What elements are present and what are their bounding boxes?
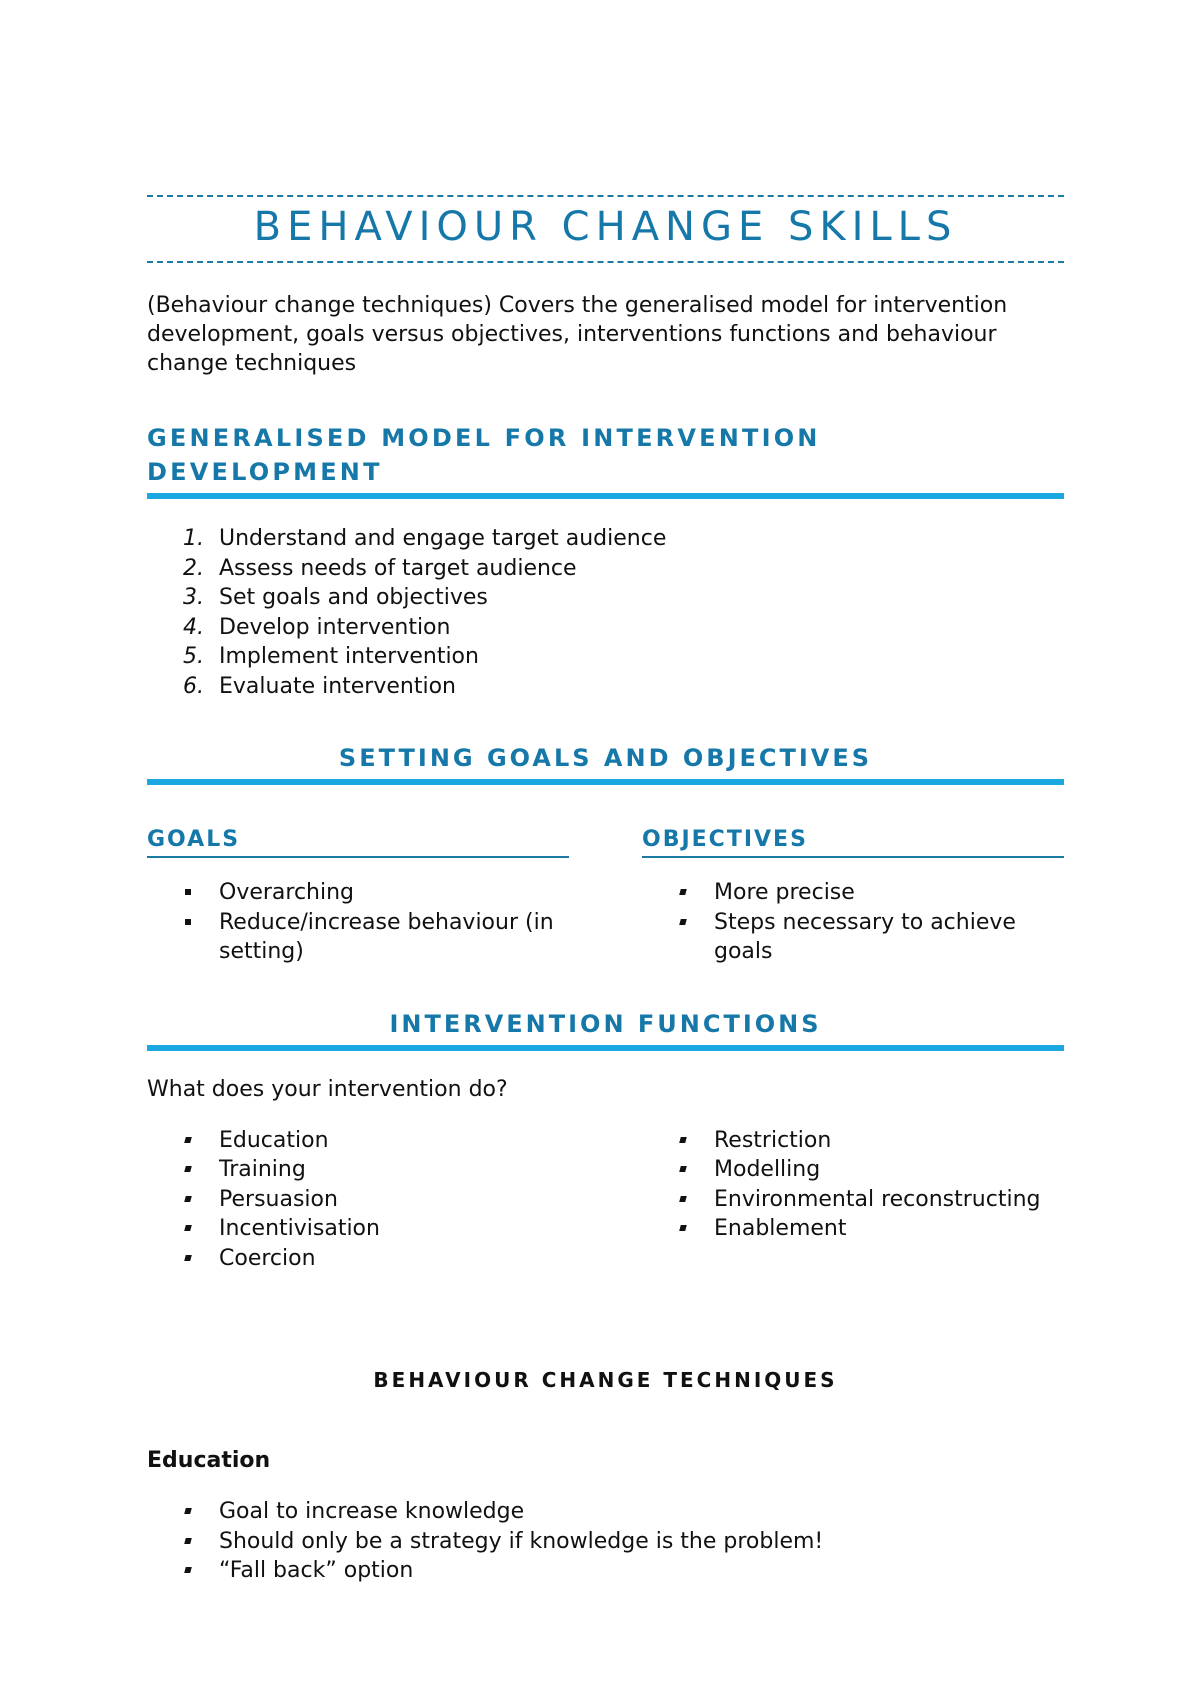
square-bullet-icon [678, 878, 714, 908]
list-item [678, 1185, 1064, 1215]
list-item [183, 1497, 1064, 1527]
square-bullet-icon [183, 1155, 219, 1185]
list-text: Coercion [219, 1245, 316, 1271]
section-intervention-functions [147, 1007, 1064, 1274]
square-bullet-icon [183, 1527, 219, 1557]
list-item [183, 1185, 569, 1215]
objectives-column [642, 826, 1064, 967]
title-block [147, 195, 1064, 263]
intro-paragraph: (Behaviour change techniques) Covers the generalised model for intervention development, goals versus objectives, interventions functions and behaviour change techniques [147, 293, 1008, 376]
objectives-heading: OBJECTIVES [642, 826, 1064, 858]
list-text: Persuasion [219, 1186, 338, 1212]
goals-list [147, 878, 569, 967]
square-bullet-icon [678, 1214, 714, 1244]
square-bullet-icon [183, 1214, 219, 1244]
list-text: Should only be a strategy if knowledge is the problem! [219, 1528, 824, 1554]
list-text: “Fall back” option [219, 1558, 414, 1583]
list-item [678, 908, 1064, 967]
list-text: Evaluate intervention [219, 673, 456, 699]
list-item [183, 1214, 569, 1244]
list-number: 3. [183, 585, 204, 610]
functions-right-list [642, 1126, 1064, 1244]
square-bullet-icon [183, 1497, 219, 1527]
education-list [147, 1497, 1064, 1586]
square-bullet-icon [678, 1126, 714, 1156]
square-bullet-icon [183, 1126, 219, 1156]
list-text: Education [219, 1127, 329, 1153]
list-text: Set goals and objectives [219, 585, 488, 610]
list-item [678, 1155, 1064, 1185]
square-bullet-icon [183, 1244, 219, 1274]
square-bullet-icon [678, 908, 714, 967]
list-number: 5. [183, 644, 204, 669]
square-bullet-icon [183, 1185, 219, 1215]
goals-heading: GOALS [147, 826, 569, 858]
list-text: Goal to increase knowledge [219, 1499, 525, 1524]
list-number: 1. [183, 526, 204, 551]
list-item [183, 1244, 569, 1274]
list-number: 2. [183, 555, 204, 581]
list-number: 4. [183, 614, 204, 640]
list-text: Restriction [714, 1127, 832, 1153]
list-text: Training [219, 1157, 306, 1182]
goals-column [147, 826, 569, 967]
list-item [183, 554, 1064, 584]
list-text: Steps necessary to achieve goals [714, 909, 1016, 964]
list-item [183, 613, 1064, 643]
list-number: 6. [183, 673, 204, 699]
list-text: Incentivisation [219, 1216, 380, 1241]
list-text: Develop intervention [219, 614, 451, 640]
page-title: BEHAVIOUR CHANGE SKILLS [253, 204, 958, 250]
section-goals-objectives [147, 741, 1064, 967]
list-item [183, 908, 569, 967]
list-item [183, 583, 1064, 613]
list-item [183, 1126, 569, 1156]
goals-objectives-columns [147, 826, 1064, 967]
techniques-heading: BEHAVIOUR CHANGE TECHNIQUES [373, 1368, 838, 1392]
list-text: Reduce/increase behaviour (in setting) [219, 909, 554, 964]
section-heading: GENERALISED MODEL FOR INTERVENTION DEVELOPMENT [147, 421, 1064, 499]
list-text: Environmental reconstructing [714, 1186, 1041, 1212]
functions-left-list [147, 1126, 569, 1274]
list-item [183, 642, 1064, 672]
list-text: Assess needs of target audience [219, 555, 577, 581]
square-bullet-icon [183, 878, 219, 908]
document-content [147, 195, 1064, 1586]
section-generalised-model [147, 421, 1064, 701]
functions-question: What does your intervention do? [147, 1076, 508, 1102]
list-item [183, 878, 569, 908]
model-steps-list [147, 524, 1064, 701]
list-item [678, 1214, 1064, 1244]
square-bullet-icon [678, 1185, 714, 1215]
list-text: Enablement [714, 1216, 847, 1241]
list-text: Modelling [714, 1157, 821, 1182]
objectives-list [642, 878, 1064, 967]
list-item [183, 1155, 569, 1185]
square-bullet-icon [183, 1556, 219, 1586]
functions-right-column [642, 1112, 1064, 1274]
functions-left-column [147, 1112, 569, 1274]
square-bullet-icon [678, 1155, 714, 1185]
section-heading: SETTING GOALS AND OBJECTIVES [147, 741, 1064, 785]
functions-columns [147, 1112, 1064, 1274]
list-item [678, 878, 1064, 908]
section-heading: INTERVENTION FUNCTIONS [147, 1007, 1064, 1051]
list-item [183, 524, 1064, 554]
list-item [183, 1556, 1064, 1586]
list-text: Implement intervention [219, 644, 479, 669]
list-item [183, 1527, 1064, 1557]
list-text: Understand and engage target audience [219, 526, 667, 551]
list-item [183, 672, 1064, 702]
list-text: More precise [714, 880, 855, 905]
list-item [678, 1126, 1064, 1156]
education-heading: Education [147, 1448, 271, 1473]
list-text: Overarching [219, 880, 355, 905]
square-bullet-icon [183, 908, 219, 967]
